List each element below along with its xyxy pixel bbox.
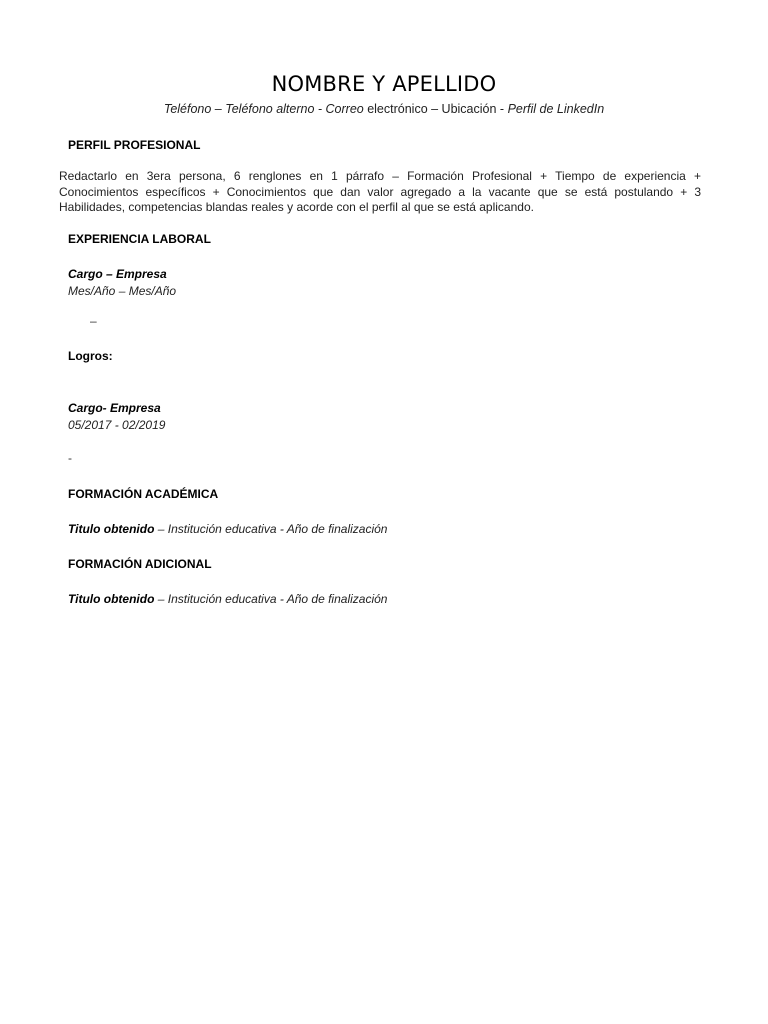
education-detail: – Institución educativa - Año de finalización bbox=[154, 522, 388, 536]
education-degree: Titulo obtenido bbox=[68, 522, 155, 536]
job-1-title: Cargo – Empresa bbox=[68, 267, 167, 281]
job-2-title: Cargo- Empresa bbox=[68, 401, 161, 415]
job-1-dates: Mes/Año – Mes/Año bbox=[68, 284, 177, 298]
additional-degree: Titulo obtenido bbox=[68, 592, 155, 606]
education-entry bbox=[68, 522, 387, 536]
job-1-achievements-label: Logros: bbox=[68, 349, 113, 363]
additional-education-heading: FORMACIÓN ADICIONAL bbox=[68, 557, 212, 571]
additional-education-entry bbox=[68, 592, 387, 606]
experience-heading: EXPERIENCIA LABORAL bbox=[68, 232, 211, 246]
full-name-title: NOMBRE Y APELLIDO bbox=[271, 72, 497, 96]
profile-heading: PERFIL PROFESIONAL bbox=[68, 138, 201, 152]
contact-phones-email: Teléfono – Teléfono alterno - Correo bbox=[163, 102, 364, 116]
job-2-bullet: - bbox=[68, 451, 72, 465]
education-heading: FORMACIÓN ACADÉMICA bbox=[68, 487, 219, 501]
job-2-dates: 05/2017 - 02/2019 bbox=[68, 418, 166, 432]
contact-line bbox=[0, 102, 768, 116]
additional-detail: – Institución educativa - Año de finalización bbox=[154, 592, 388, 606]
job-1-bullet: – bbox=[90, 314, 97, 328]
contact-linkedin: Perfil de LinkedIn bbox=[507, 102, 605, 116]
profile-paragraph: Redactarlo en 3era persona, 6 renglones en 1 párrafo – Formación Profesional + Tiempo de experiencia + Conocimientos específicos + Conocimientos que dan valor agregado a la vacante que se está postulando + 3 Habilidades, competencias blandas reales y acorde con el perfil al que se está aplicando. bbox=[59, 169, 701, 215]
contact-email-location: electrónico – Ubicación - bbox=[363, 102, 508, 116]
